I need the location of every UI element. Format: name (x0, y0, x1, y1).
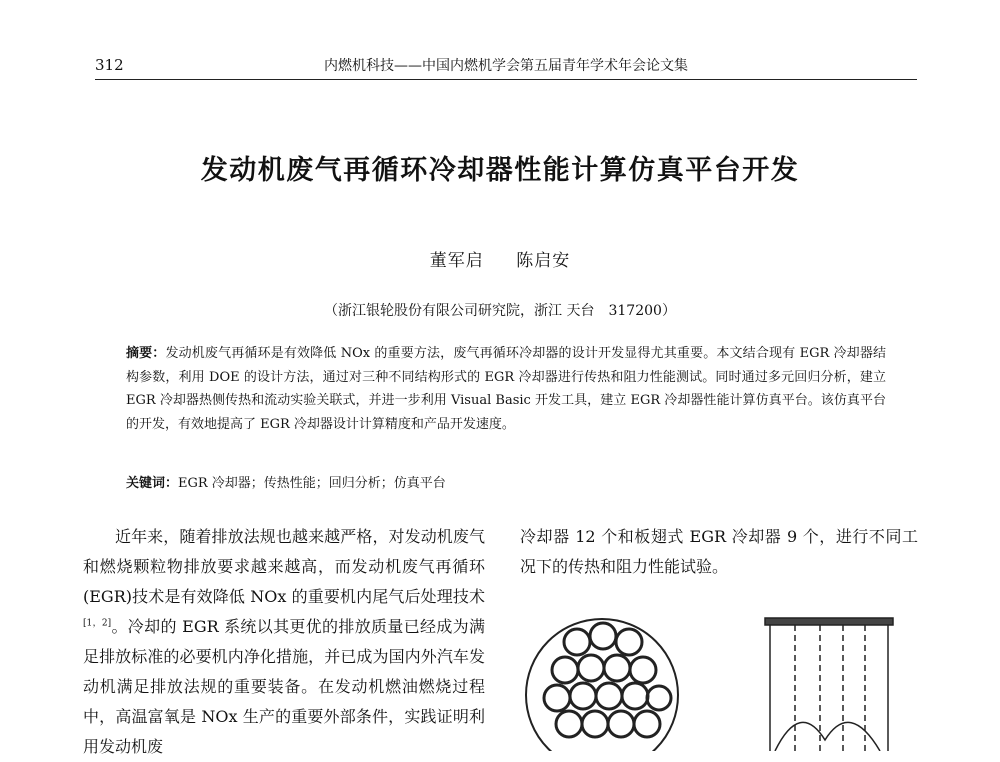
egr-cooler-figure (525, 600, 945, 751)
tube-bundle-cross-section (526, 619, 678, 751)
page-header (95, 50, 917, 74)
abstract-text: 发动机废气再循环是有效降低 NOx 的重要方法，废气再循环冷却器的设计开发显得尤其重要。本文结合现有 EGR 冷却器结构参数，利用 DOE 的设计方法，通过对三种不同结构形式的 EGR 冷却器进行传热和阻力性能测试。同时通过多元回归分析，建立 EGR 冷却器热侧传热和流动实验关联式，并进一步利用 Visual Basic 开发工具，建立 EGR 冷却器性能计算仿真平台。该仿真平台的开发，有效地提高了 EGR 冷却器设计计算精度和产品开发速度。 (126, 346, 886, 432)
intro-text-part-2: 。冷却的 EGR 系统以其更优的排放质量已经成为满足排放标准的必要机内净化措施，并已成为国内外汽车发动机满足排放法规的重要装备。在发动机燃油燃烧过程中，高温富氧是 NOx 生产的重要外部条件，实践证明利用发动机废 (83, 617, 485, 756)
authors (0, 246, 1000, 271)
page-number: 312 (95, 56, 124, 74)
keywords-text: EGR 冷却器；传热性能；回归分析；仿真平台 (178, 476, 446, 491)
running-title: 内燃机科技——中国内燃机学会第五届青年学术年会论文集 (324, 58, 688, 74)
keywords (126, 472, 886, 491)
intro-paragraph (83, 522, 485, 762)
paper-title: 发动机废气再循环冷却器性能计算仿真平台开发 (200, 155, 800, 186)
abstract (126, 342, 886, 436)
abstract-label: 摘要： (126, 346, 166, 361)
author-1: 董军启 (429, 251, 484, 271)
body-left-column (83, 522, 485, 762)
cooler-side-view (765, 618, 893, 751)
citation: [1，2] (83, 618, 112, 629)
author-2: 陈启安 (516, 251, 571, 271)
body-right-column (520, 522, 918, 582)
affiliation: （浙江银轮股份有限公司研究院，浙江 天台 317200） (324, 303, 676, 319)
header-rule (95, 79, 917, 80)
intro-text-part-1: 近年来，随着排放法规也越来越严格，对发动机废气和燃烧颗粒物排放要求越来越高，而发动机废气再循环(EGR)技术是有效降低 NOx 的重要机内尾气后处理技术 (83, 527, 485, 606)
tube-circles (544, 623, 671, 737)
keywords-label: 关键词： (126, 476, 179, 491)
right-paragraph: 冷却器 12 个和板翅式 EGR 冷却器 9 个，进行不同工况下的传热和阻力性能试验。 (520, 527, 918, 576)
